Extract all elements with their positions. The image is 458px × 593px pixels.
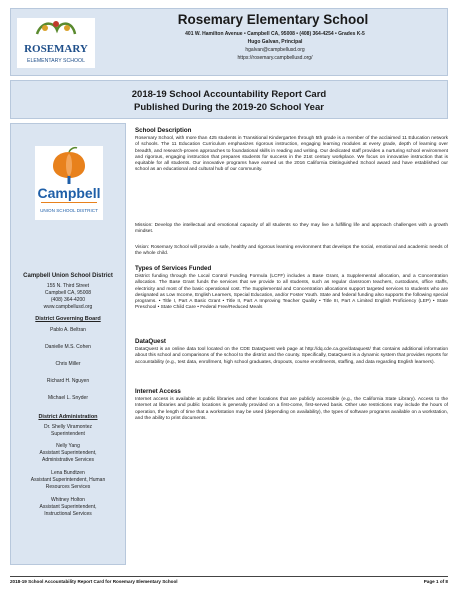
school-website[interactable]: https://rosemary.campbellusd.org/: [237, 55, 313, 61]
district-name: Campbell Union School District: [23, 273, 113, 279]
board-member: Chris Miller: [55, 361, 81, 367]
admin-name: Dr. Shelly Viramontez: [44, 424, 92, 430]
footer-page-number: Page 1 of 8: [423, 579, 448, 584]
board-member: Pablo A. Beltran: [50, 327, 86, 333]
page-footer: [10, 576, 448, 587]
services-funded-text: District funding through the Local Control Funding Formula (LCFF) includes a Base Grant, a Supplemental allocation, and a Concentration allocation. The Base Grant funds the services that we provide to all students, such as regular classroom teachers, custodians, office staffs, electricity and most of the basic operational cost. The Supplemental and Concentration allocations support targeted services to students who are designated as Low Income, English Learners, Special Education, and/or Foster Youth. State and federal funding also supports the following special programs. • Title I, Part A Basic Grant • Title II, Part A Improving Teacher Quality • Title III, Part A Limited English Proficiency (LEP) • State Preschool • State Child Care • Federal Free/Reduced Meals: [135, 274, 448, 311]
dataquest-text: DataQuest is an online data tool located on the CDE DataQuest web page at http://dq.cde.ca.gov/dataquest/ that contains additional information about this school and comparisons of the school to the district and the county. Specifically, DataQuest is a dynamic system that provides reports for accountability (e.g., test data, enrollment, high school graduates, dropouts, course enrollments, staffing, and data regarding English learners).: [135, 347, 448, 365]
logo-word-campbell: Campbell: [37, 185, 101, 201]
admin-name: Whitney Holton: [51, 497, 85, 503]
school-address: 401 W. Hamilton Avenue • Campbell CA, 95008 • (408) 364-4254 • Grades K-5: [185, 31, 365, 37]
board-member: Richard H. Nguyen: [46, 378, 90, 384]
internet-access-text: Internet access is available at public libraries and other locations that are publicly accessible (e.g., the California State Library). Access to the Internet at libraries and public locations is generally provided on a first-come, first-served basis. Other use restrictions may include the hours of operation, the length of time that a workstation may be used (depending on availability), the types of software programs available on a workstation, and the ability to print documents.: [135, 397, 448, 421]
board-member: Michael L. Snyder: [47, 395, 89, 401]
school-name: Rosemary Elementary School: [177, 12, 369, 27]
logo-word-union-school-district: UNION SCHOOL DISTRICT: [40, 208, 98, 213]
mission-statement: Mission: Develop the intellectual and emotional capacity of all students so they may live a fulfilling life and approach challenges with a growth mindset.: [135, 223, 448, 235]
footer-report-name: 2018-19 School Accountability Report Card for Rosemary Elementary School: [10, 579, 178, 584]
admin-title: Superintendent: [51, 431, 85, 437]
report-subtitle: Published During the 2019-20 School Year: [134, 102, 324, 113]
report-title-band: [10, 80, 448, 119]
board-member: Danielle M.S. Cohen: [45, 344, 91, 350]
principal-name: Hugo Galvan, Principal: [247, 39, 303, 45]
section-heading-school-description: School Description: [135, 127, 192, 134]
board-heading: District Governing Board: [35, 316, 101, 322]
admin-name: Lena Bundtzen: [51, 470, 85, 476]
admin-title: Administrative Services: [42, 457, 94, 463]
district-sidebar: [10, 123, 126, 565]
logo-word-rosemary: ROSEMARY: [24, 43, 88, 55]
logo-word-elementary: ELEMENTARY SCHOOL: [27, 58, 85, 64]
admin-title: Instructional Services: [44, 511, 92, 517]
district-website[interactable]: www.campbellusd.org: [43, 304, 93, 310]
district-address: 155 N. Third Street: [46, 283, 90, 289]
campbell-district-logo: [35, 146, 103, 220]
admin-title: Assistant Superintendent,: [39, 504, 97, 510]
principal-email[interactable]: hgalvan@campbellusd.org: [245, 47, 305, 53]
section-heading-services-funded: Types of Services Funded: [135, 265, 212, 272]
section-heading-internet-access: Internet Access: [135, 388, 181, 395]
admin-title: Assistant Superintendent,: [39, 450, 97, 456]
header-band: [10, 8, 448, 76]
school-description-text: Rosemary School, with more than 425 students in Transitional Kindergarten through 5th grade is a member of the acclaimed 11 Education network of schools. The 11 Education Curriculum emphasizes rigorous instruction, engaging learning modules at every grade, depth of learning over breadth, and research-proven approaches to foundational skills in reading and writing. Our dedicated staff provides a nurturing school environment and rigorous, engaging instruction that prepares students for success in the 21st century workplace. We focus on innovative instruction that is equitable for all students. Our innovative programs have earned us the 2016 California Distinguished School award and have established our school as an educational and cultural hub of our community.: [135, 136, 448, 173]
report-title: 2018-19 School Accountability Report Card: [131, 89, 327, 100]
admin-heading: District Administration: [38, 414, 98, 420]
admin-title: Assistant Superintendent, Human: [30, 477, 106, 483]
main-content: [135, 123, 448, 565]
district-city: Campbell CA, 95008: [44, 290, 92, 296]
district-phone: (408) 364-4200: [50, 297, 86, 303]
admin-title: Resources Services: [45, 484, 91, 490]
vision-statement: Vision: Rosemary School will provide a safe, healthy and rigorous learning environment that develops the social, emotional and academic needs of the whole child.: [135, 245, 448, 257]
admin-name: Nelly Yang: [56, 443, 80, 449]
rosemary-logo: [17, 18, 95, 68]
section-heading-dataquest: DataQuest: [135, 338, 166, 345]
